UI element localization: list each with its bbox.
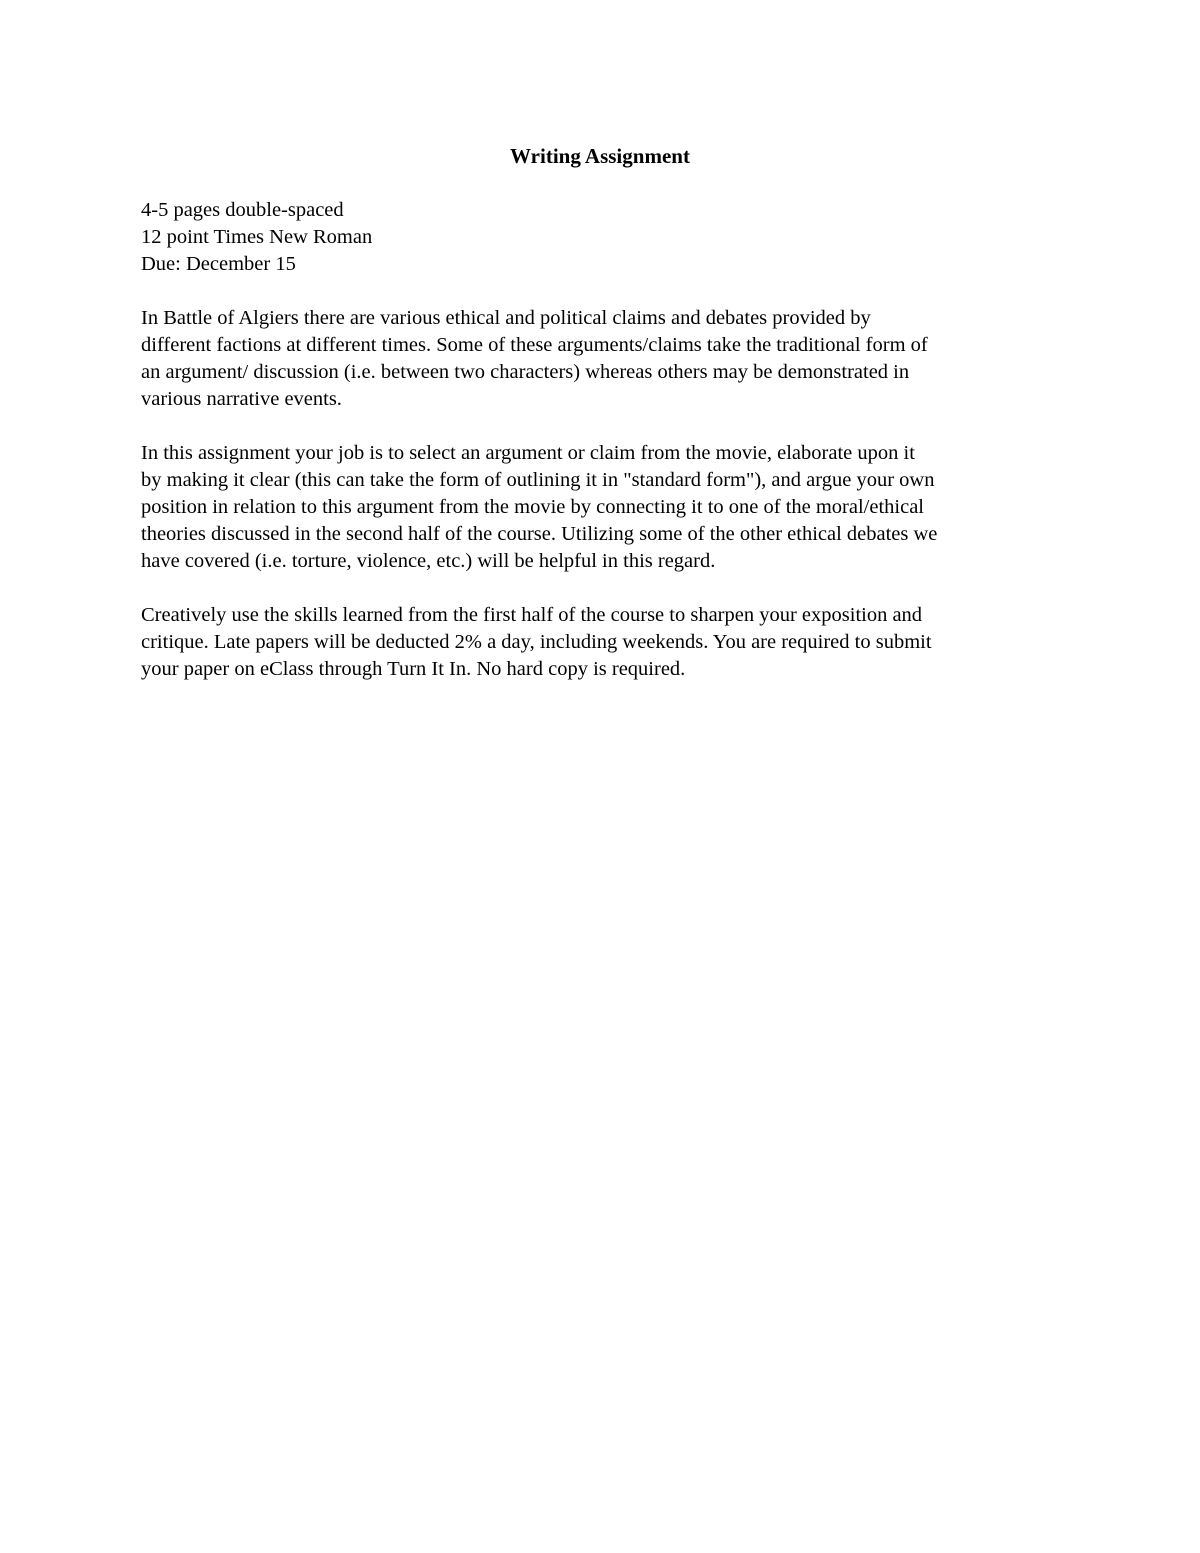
paragraph-line: your paper on eClass through Turn It In. No hard copy is required. — [141, 658, 686, 680]
paragraph-submission — [141, 602, 1066, 683]
font-requirement: 12 point Times New Roman — [141, 226, 373, 248]
paragraph-line: critique. Late papers will be deducted 2% a day, including weekends. You are required to submit — [141, 631, 932, 653]
paragraph-line: various narrative events. — [141, 388, 342, 410]
paragraph-line: theories discussed in the second half of the course. Utilizing some of the other ethical debates we — [141, 523, 938, 545]
paragraph-intro — [141, 305, 1066, 413]
paragraph-line: different factions at different times. Some of these arguments/claims take the traditional form of — [141, 334, 928, 356]
length-requirement: 4-5 pages double-spaced — [141, 199, 344, 221]
page-title: Writing Assignment — [510, 144, 690, 168]
due-date: Due: December 15 — [141, 253, 296, 275]
paragraph-line: by making it clear (this can take the form of outlining it in "standard form"), and argue your own — [141, 469, 935, 491]
paragraph-line: have covered (i.e. torture, violence, etc.) will be helpful in this regard. — [141, 550, 716, 572]
paragraph-line: Creatively use the skills learned from the first half of the course to sharpen your exposition and — [141, 604, 923, 626]
paragraph-line: In this assignment your job is to select an argument or claim from the movie, elaborate upon it — [141, 442, 915, 464]
paragraph-line: position in relation to this argument from the movie by connecting it to one of the moral/ethical — [141, 496, 925, 518]
paragraph-line: In Battle of Algiers there are various ethical and political claims and debates provided by — [141, 307, 871, 329]
paragraph-line: an argument/ discussion (i.e. between two characters) whereas others may be demonstrated in — [141, 361, 910, 383]
assignment-requirements — [141, 197, 1066, 278]
paragraph-task — [141, 440, 1066, 575]
